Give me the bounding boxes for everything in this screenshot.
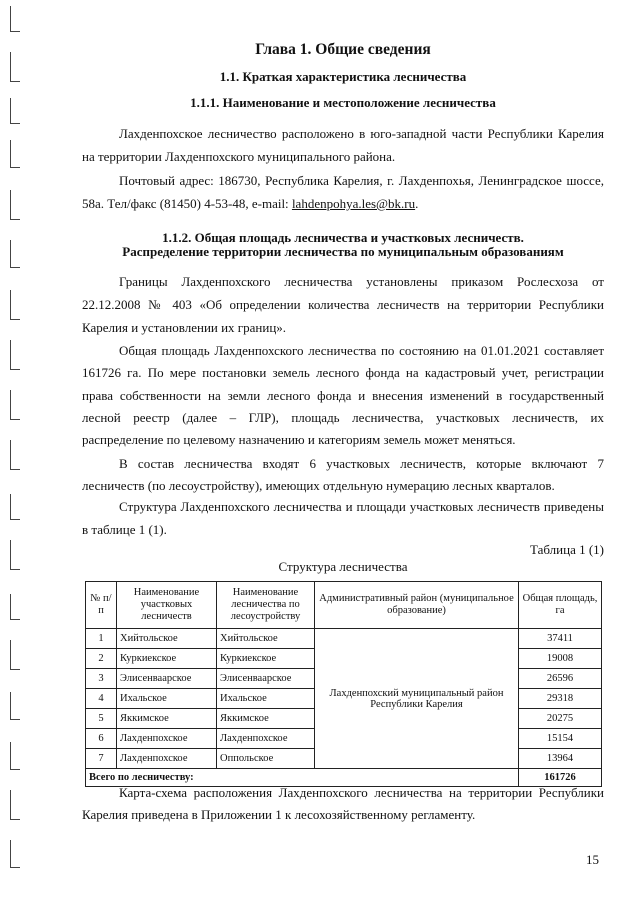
binding-mark bbox=[10, 6, 21, 32]
row-forestry: Оппольское bbox=[217, 749, 315, 769]
row-forestry: Элисенваарское bbox=[217, 669, 315, 689]
row-num: 6 bbox=[86, 729, 117, 749]
binding-mark bbox=[10, 290, 21, 320]
table-header-row bbox=[86, 582, 602, 629]
composition-paragraph-line: лесничеств (по лесоустройству), имеющих отдельную нумерацию лесных кварталов. bbox=[82, 478, 555, 493]
row-num: 4 bbox=[86, 689, 117, 709]
binding-mark bbox=[10, 390, 21, 420]
borders-paragraph-line: Карелия и установлении их границ». bbox=[82, 320, 287, 335]
row-num: 3 bbox=[86, 669, 117, 689]
location-paragraph-line: на территории Лахденпохского муниципального района. bbox=[82, 149, 396, 164]
admin-district-cell: Лахденпохский муниципальный район Республики Карелия bbox=[315, 629, 519, 769]
binding-mark bbox=[10, 240, 21, 268]
header-area: Общая площадь, га bbox=[519, 582, 602, 629]
row-district: Элисенваарское bbox=[117, 669, 217, 689]
area-subheading-line1: 1.1.2. Общая площадь лесничества и участковых лесничеств. bbox=[162, 230, 524, 245]
header-district-forestry: Наименование участковых лесничеств bbox=[117, 582, 217, 629]
row-area: 19008 bbox=[519, 649, 602, 669]
binding-mark bbox=[10, 190, 21, 220]
row-forestry: Хийтольское bbox=[217, 629, 315, 649]
binding-mark bbox=[10, 340, 21, 370]
page-number: 15 bbox=[586, 852, 599, 867]
binding-mark bbox=[10, 790, 21, 820]
row-area: 26596 bbox=[519, 669, 602, 689]
email-link[interactable]: lahdenpohya.les@bk.ru bbox=[291, 196, 416, 211]
binding-mark bbox=[10, 742, 21, 770]
row-area: 15154 bbox=[519, 729, 602, 749]
row-district: Ихальское bbox=[117, 689, 217, 709]
binding-mark bbox=[10, 440, 21, 470]
binding-mark bbox=[10, 640, 21, 670]
binding-mark bbox=[10, 594, 21, 620]
section-title: 1.1. Краткая характеристика лесничества bbox=[219, 69, 467, 84]
binding-marks bbox=[0, 0, 30, 905]
row-num: 5 bbox=[86, 709, 117, 729]
forestry-structure-table bbox=[85, 581, 602, 787]
structure-paragraph-line: Структура Лахденпохского лесничества и площади участковых лесничеств приведены bbox=[119, 499, 604, 514]
address-line: Почтовый адрес: 186730, Республика Карелия, г. Лахденпохья, Ленинградское шоссе, bbox=[119, 173, 604, 188]
map-paragraph-line: Карелия приведена в Приложении 1 к лесохозяйственному регламенту. bbox=[82, 807, 476, 822]
binding-mark bbox=[10, 494, 21, 520]
structure-paragraph-line: в таблице 1 (1). bbox=[82, 522, 167, 537]
area-paragraph-line: лесной реестр (далее – ГЛР), площадь лесничества, участковых лесничеств, их bbox=[82, 410, 604, 425]
binding-mark bbox=[10, 140, 21, 168]
row-area: 13964 bbox=[519, 749, 602, 769]
row-district: Лахденпохское bbox=[117, 729, 217, 749]
row-forestry: Лахденпохское bbox=[217, 729, 315, 749]
area-paragraph-line: Общая площадь Лахденпохского лесничества по состоянию на 01.01.2021 составляет bbox=[119, 343, 604, 358]
row-forestry: Яккимское bbox=[217, 709, 315, 729]
borders-paragraph-line: 22.12.2008 № 403 «Об определении количества лесничеств на территории Республики bbox=[82, 297, 604, 312]
total-label: Всего по лесничеству: bbox=[86, 769, 519, 787]
binding-mark bbox=[10, 692, 21, 720]
header-num: № п/п bbox=[86, 582, 117, 629]
row-num: 7 bbox=[86, 749, 117, 769]
borders-paragraph-line: Границы Лахденпохского лесничества установлены приказом Рослесхоза от bbox=[119, 274, 604, 289]
composition-paragraph-line: В состав лесничества входят 6 участковых лесничеств, которые включают 7 bbox=[119, 456, 604, 471]
binding-mark bbox=[10, 52, 21, 82]
area-subheading-line2: Распределение территории лесничества по муниципальным образованиям bbox=[122, 244, 564, 259]
binding-mark bbox=[10, 840, 21, 868]
contacts-end: . bbox=[415, 196, 419, 211]
map-paragraph-line: Карта-схема расположения Лахденпохского лесничества на территории Республики bbox=[119, 785, 604, 800]
subsection-title: 1.1.1. Наименование и местоположение лесничества bbox=[190, 95, 496, 110]
area-paragraph-line: распределение по целевому назначению и категориям земель может меняться. bbox=[82, 432, 516, 447]
row-district: Яккимское bbox=[117, 709, 217, 729]
header-forestry-by-survey: Наименование лесничества по лесоустройству bbox=[217, 582, 315, 629]
contacts-line bbox=[82, 195, 604, 212]
table-caption: Структура лесничества bbox=[278, 559, 408, 574]
binding-mark bbox=[10, 540, 21, 570]
row-area: 20275 bbox=[519, 709, 602, 729]
row-district: Лахденпохское bbox=[117, 749, 217, 769]
chapter-title: Глава 1. Общие сведения bbox=[255, 41, 431, 58]
area-paragraph-line: права собственности на земли лесного фонда и внесения изменений в государственный bbox=[82, 388, 604, 403]
binding-mark bbox=[10, 98, 21, 124]
row-num: 1 bbox=[86, 629, 117, 649]
header-admin-district: Административный район (муниципальное образование) bbox=[315, 582, 519, 629]
row-area: 37411 bbox=[519, 629, 602, 649]
row-district: Куркиекское bbox=[117, 649, 217, 669]
row-forestry: Куркиекское bbox=[217, 649, 315, 669]
area-paragraph-line: 161726 га. По мере постановки земель лесного фонда на кадастровый учет, регистрации bbox=[82, 365, 604, 380]
row-district: Хийтольское bbox=[117, 629, 217, 649]
table-row bbox=[86, 629, 602, 649]
location-paragraph-line: Лахденпохское лесничество расположено в юго-западной части Республики Карелия bbox=[119, 126, 604, 141]
row-num: 2 bbox=[86, 649, 117, 669]
row-area: 29318 bbox=[519, 689, 602, 709]
row-forestry: Ихальское bbox=[217, 689, 315, 709]
table-number: Таблица 1 (1) bbox=[529, 542, 604, 557]
contacts-text: 58а. Тел/факс (81450) 4-53-48, e-mail: bbox=[82, 196, 292, 211]
total-value: 161726 bbox=[519, 769, 602, 787]
